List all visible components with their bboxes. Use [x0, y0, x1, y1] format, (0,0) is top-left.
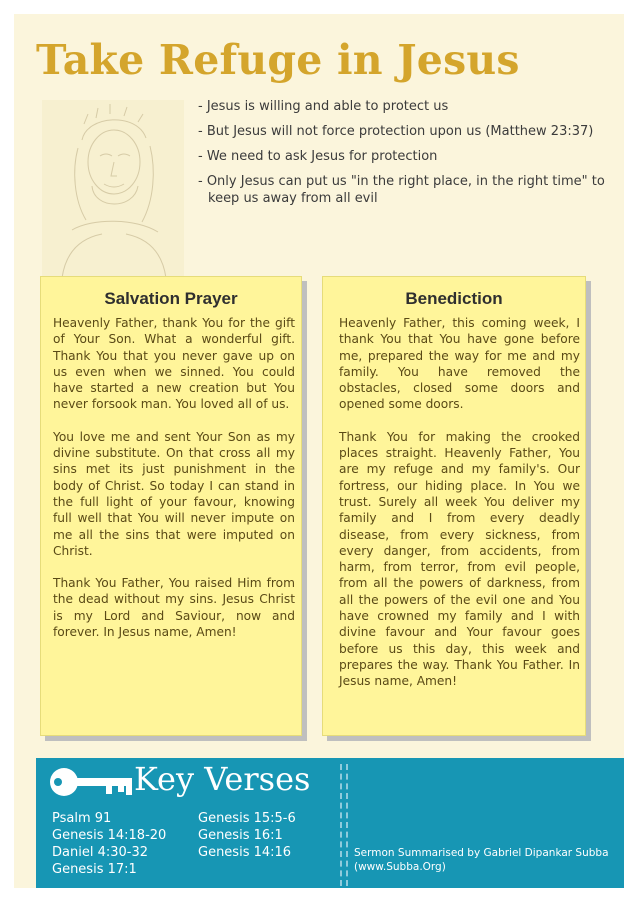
- prayer-paragraph: You love me and sent Your Son as my divine substitute. On that cross all my sins met its just punishment in the body of Christ. So today I can stand in the full light of your favour, knowing full well that You will never impute on me all the sins that were imputed on Christ.: [53, 429, 295, 558]
- benediction-paragraph: Heavenly Father, this coming week, I thank You that You have gone before me, prepared the way for me and my family. You have removed the obstacles, closed some doors and opened some doors.: [339, 316, 580, 412]
- verse-reference: Psalm 91: [52, 811, 112, 826]
- sermon-point: - Jesus is willing and able to protect us: [198, 99, 449, 114]
- salvation-prayer-body: [41, 315, 301, 640]
- verses-column-2: [198, 810, 328, 861]
- key-verses-footer: [36, 758, 624, 888]
- credit-author: Sermon Summarised by Gabriel Dipankar Subba: [354, 847, 609, 859]
- benediction-paragraph: Thank You for making the crooked places straight. Heavenly Father, You are my refuge and my family's. Our fortress, our hiding place. In You we trust. Surely all week You deliver my family and I from every deadly disease, from every sickness, from every danger, from accidents, from harm, from terror, from evil people, from all the powers of darkness, from all the powers of the evil one and You have crowned my family and I with divine favour and Your favour goes before us this day, this week and prepares the way. Thank You Father. In Jesus name, Amen!: [339, 429, 580, 689]
- verse-reference: Genesis 16:1: [198, 828, 283, 843]
- prayer-paragraph: Thank You Father, You raised Him from the dead without my sins. Jesus Christ is my Lord and Saviour, now and forever. In Jesus name, Amen!: [53, 576, 295, 640]
- verse-reference: Genesis 14:16: [198, 845, 292, 860]
- benediction-heading: Benediction: [405, 289, 503, 308]
- sermon-point: - Only Jesus can put us "in the right place, in the right time" to: [198, 174, 605, 189]
- page-title: Take Refuge in Jesus: [36, 36, 520, 84]
- verse-reference: Genesis 14:18-20: [52, 828, 167, 843]
- key-icon: [46, 764, 136, 800]
- benediction-body: [323, 315, 585, 690]
- footer-divider: [346, 764, 348, 886]
- key-verses-title: Key Verses: [134, 760, 311, 798]
- sermon-credit: [354, 846, 612, 874]
- sermon-point: - But Jesus will not force protection upon us (Matthew 23:37): [198, 124, 594, 139]
- sermon-points: [198, 98, 616, 215]
- salvation-prayer-box: [40, 276, 302, 736]
- verses-column-1: [52, 810, 197, 878]
- prayer-paragraph: Heavenly Father, thank You for the gift of Your Son. What a wonderful gift. Thank You that you never gave up on us even when we sinned. You could have started a new creation but You never forsook man. You loved all of us.: [53, 316, 295, 412]
- sermon-point-continued: keep us away from all evil: [208, 191, 378, 206]
- credit-website: (www.Subba.Org): [354, 861, 446, 873]
- salvation-prayer-heading: Salvation Prayer: [104, 289, 238, 308]
- benediction-box: [322, 276, 586, 736]
- jesus-sketch-icon: [42, 100, 184, 278]
- sermon-point: - We need to ask Jesus for protection: [198, 149, 438, 164]
- footer-divider: [340, 764, 342, 886]
- verse-reference: Genesis 17:1: [52, 862, 137, 877]
- verse-reference: Daniel 4:30-32: [52, 845, 148, 860]
- verse-reference: Genesis 15:5-6: [198, 811, 296, 826]
